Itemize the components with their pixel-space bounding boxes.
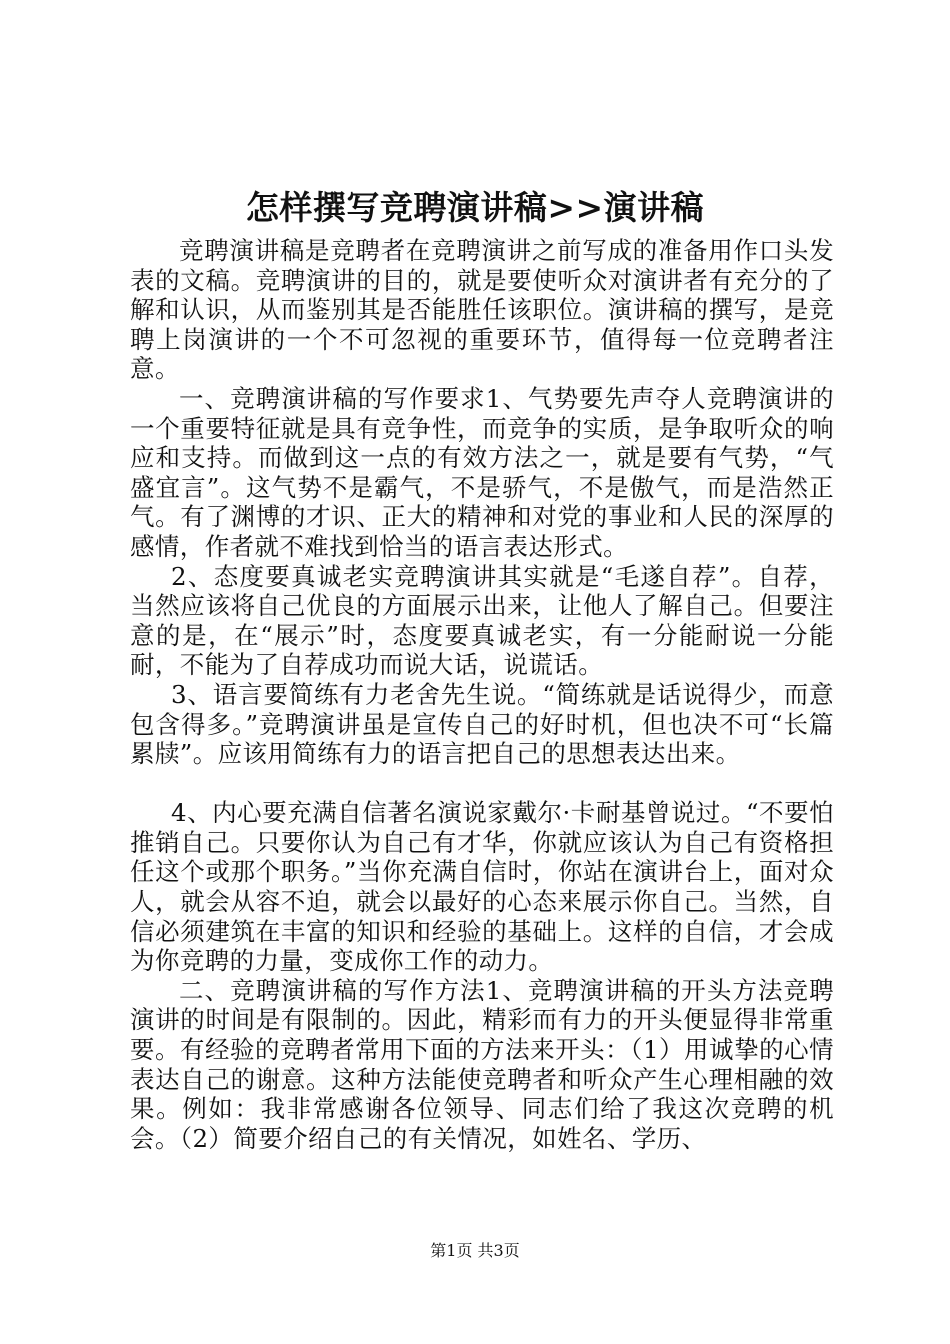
paragraph-requirements: 一、竞聘演讲稿的写作要求1、气势要先声夺人竞聘演讲的一个重要特征就是具有竞争性，而竞争的实质，是争取听众的响应和支持。而做到这一点的有效方法之一，就是要有气势，“气盛宜言”。这气势不是霸气，不是骄气，不是傲气，而是浩然正气。有了渊博的才识、正大的精神和对党的事业和人民的深厚的感情，作者就不难找到恰当的语言表达形式。 [130,383,834,561]
paragraph-attitude: 2、态度要真诚老实竞聘演讲其实就是“毛遂自荐”。自荐，当然应该将自己优良的方面展示出来，让他人了解自己。但要注意的是，在“展示”时，态度要真诚老实，有一分能耐说一分能耐，不能为了自荐成功而说大话，说谎话。 [130,561,834,680]
document-body [130,236,834,1153]
page-number-footer: 第1页 共3页 [430,1241,520,1260]
paragraph-language: 3、语言要简练有力老舍先生说。“简练就是话说得少，而意包含得多。”竞聘演讲虽是宣传自己的好时机，但也决不可“长篇累牍”。应该用简练有力的语言把自己的思想表达出来。 [130,679,834,769]
paragraph-confidence: 4、内心要充满自信著名演说家戴尔·卡耐基曾说过。“不要怕推销自己。只要你认为自己有才华，你就应该认为自己有资格担任这个或那个职务。”当你充满自信时，你站在演讲台上，面对众人，就会从容不迫，就会以最好的心态来展示你自己。当然，自信必须建筑在丰富的知识和经验的基础上。这样的自信，才会成为你竞聘的力量，变成你工作的动力。 [130,798,834,976]
paragraph-methods: 二、竞聘演讲稿的写作方法1、竞聘演讲稿的开头方法竞聘演讲的时间是有限制的。因此，精彩而有力的开头便显得非常重要。有经验的竞聘者常用下面的方法来开头：（1）用诚挚的心情表达自己的谢意。这种方法能使竞聘者和听众产生心理相融的效果。例如：我非常感谢各位领导、同志们给了我这次竞聘的机会。（2）简要介绍自己的有关情况，如姓名、学历、 [130,975,834,1153]
paragraph-intro: 竞聘演讲稿是竞聘者在竞聘演讲之前写成的准备用作口头发表的文稿。竞聘演讲的目的，就是要使听众对演讲者有充分的了解和认识，从而鉴别其是否能胜任该职位。演讲稿的撰写，是竞聘上岗演讲的一个不可忽视的重要环节，值得每一位竞聘者注意。 [130,236,834,384]
document-title: 怎样撰写竞聘演讲稿>>演讲稿 [245,188,705,227]
paragraph-spacer [130,769,834,799]
